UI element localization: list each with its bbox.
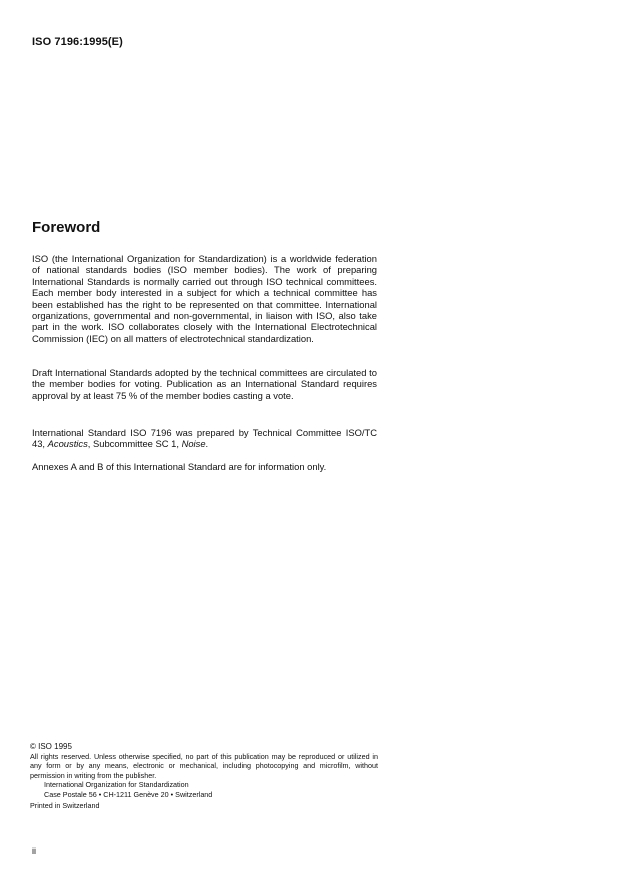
foreword-paragraph-annexes: Annexes A and B of this International Standard are for information only. <box>32 461 327 472</box>
page-number: ii <box>32 846 36 856</box>
copyright-footer <box>30 742 378 810</box>
prepared-by-suffix: . <box>205 438 209 450</box>
subcommittee-name: Noise <box>181 438 206 450</box>
committee-name: Acoustics <box>47 438 88 450</box>
rights-statement: All rights reserved. Unless otherwise specified, no part of this publication may be reproduced or utilized in any form or by any means, electronic or mechanical, including photocopying and microfilm, without permission in writing from the publisher. <box>30 751 378 780</box>
organization-address: Case Postale 56 • CH-1211 Genève 20 • Switzerland <box>44 789 213 799</box>
document-id: ISO 7196:1995(E) <box>32 36 123 48</box>
organization-name: International Organization for Standardization <box>44 780 189 790</box>
printed-location: Printed in Switzerland <box>30 800 100 810</box>
foreword-heading: Foreword <box>32 219 101 236</box>
prepared-by-middle: , Subcommittee SC 1, <box>87 438 182 450</box>
prepared-by-prefix: International Standard ISO 7196 was prepared by Technical Committee ISO/TC 43, <box>32 427 377 450</box>
copyright-notice: © ISO 1995 <box>30 742 72 751</box>
foreword-paragraph-iso: ISO (the International Organization for Standardization) is a worldwide federation of national standards bodies (ISO member bodies). The work of preparing International Standards is normally carried out through ISO technical committees. Each member body interested in a subject for which a technical committee has been established has the right to be represented on that committee. International organizations, governmental and non-governmental, in liaison with ISO, also take part in the work. ISO collaborates closely with the International Electrotechnical Commission (IEC) on all matters of electrotechnical standardization. <box>32 253 377 344</box>
foreword-paragraph-draft: Draft International Standards adopted by the technical committees are circulated to the member bodies for voting. Publication as an International Standard requires approval by at least 75 % of the member bodies casting a vote. <box>32 367 377 401</box>
foreword-paragraph-prepared-by <box>32 427 377 450</box>
